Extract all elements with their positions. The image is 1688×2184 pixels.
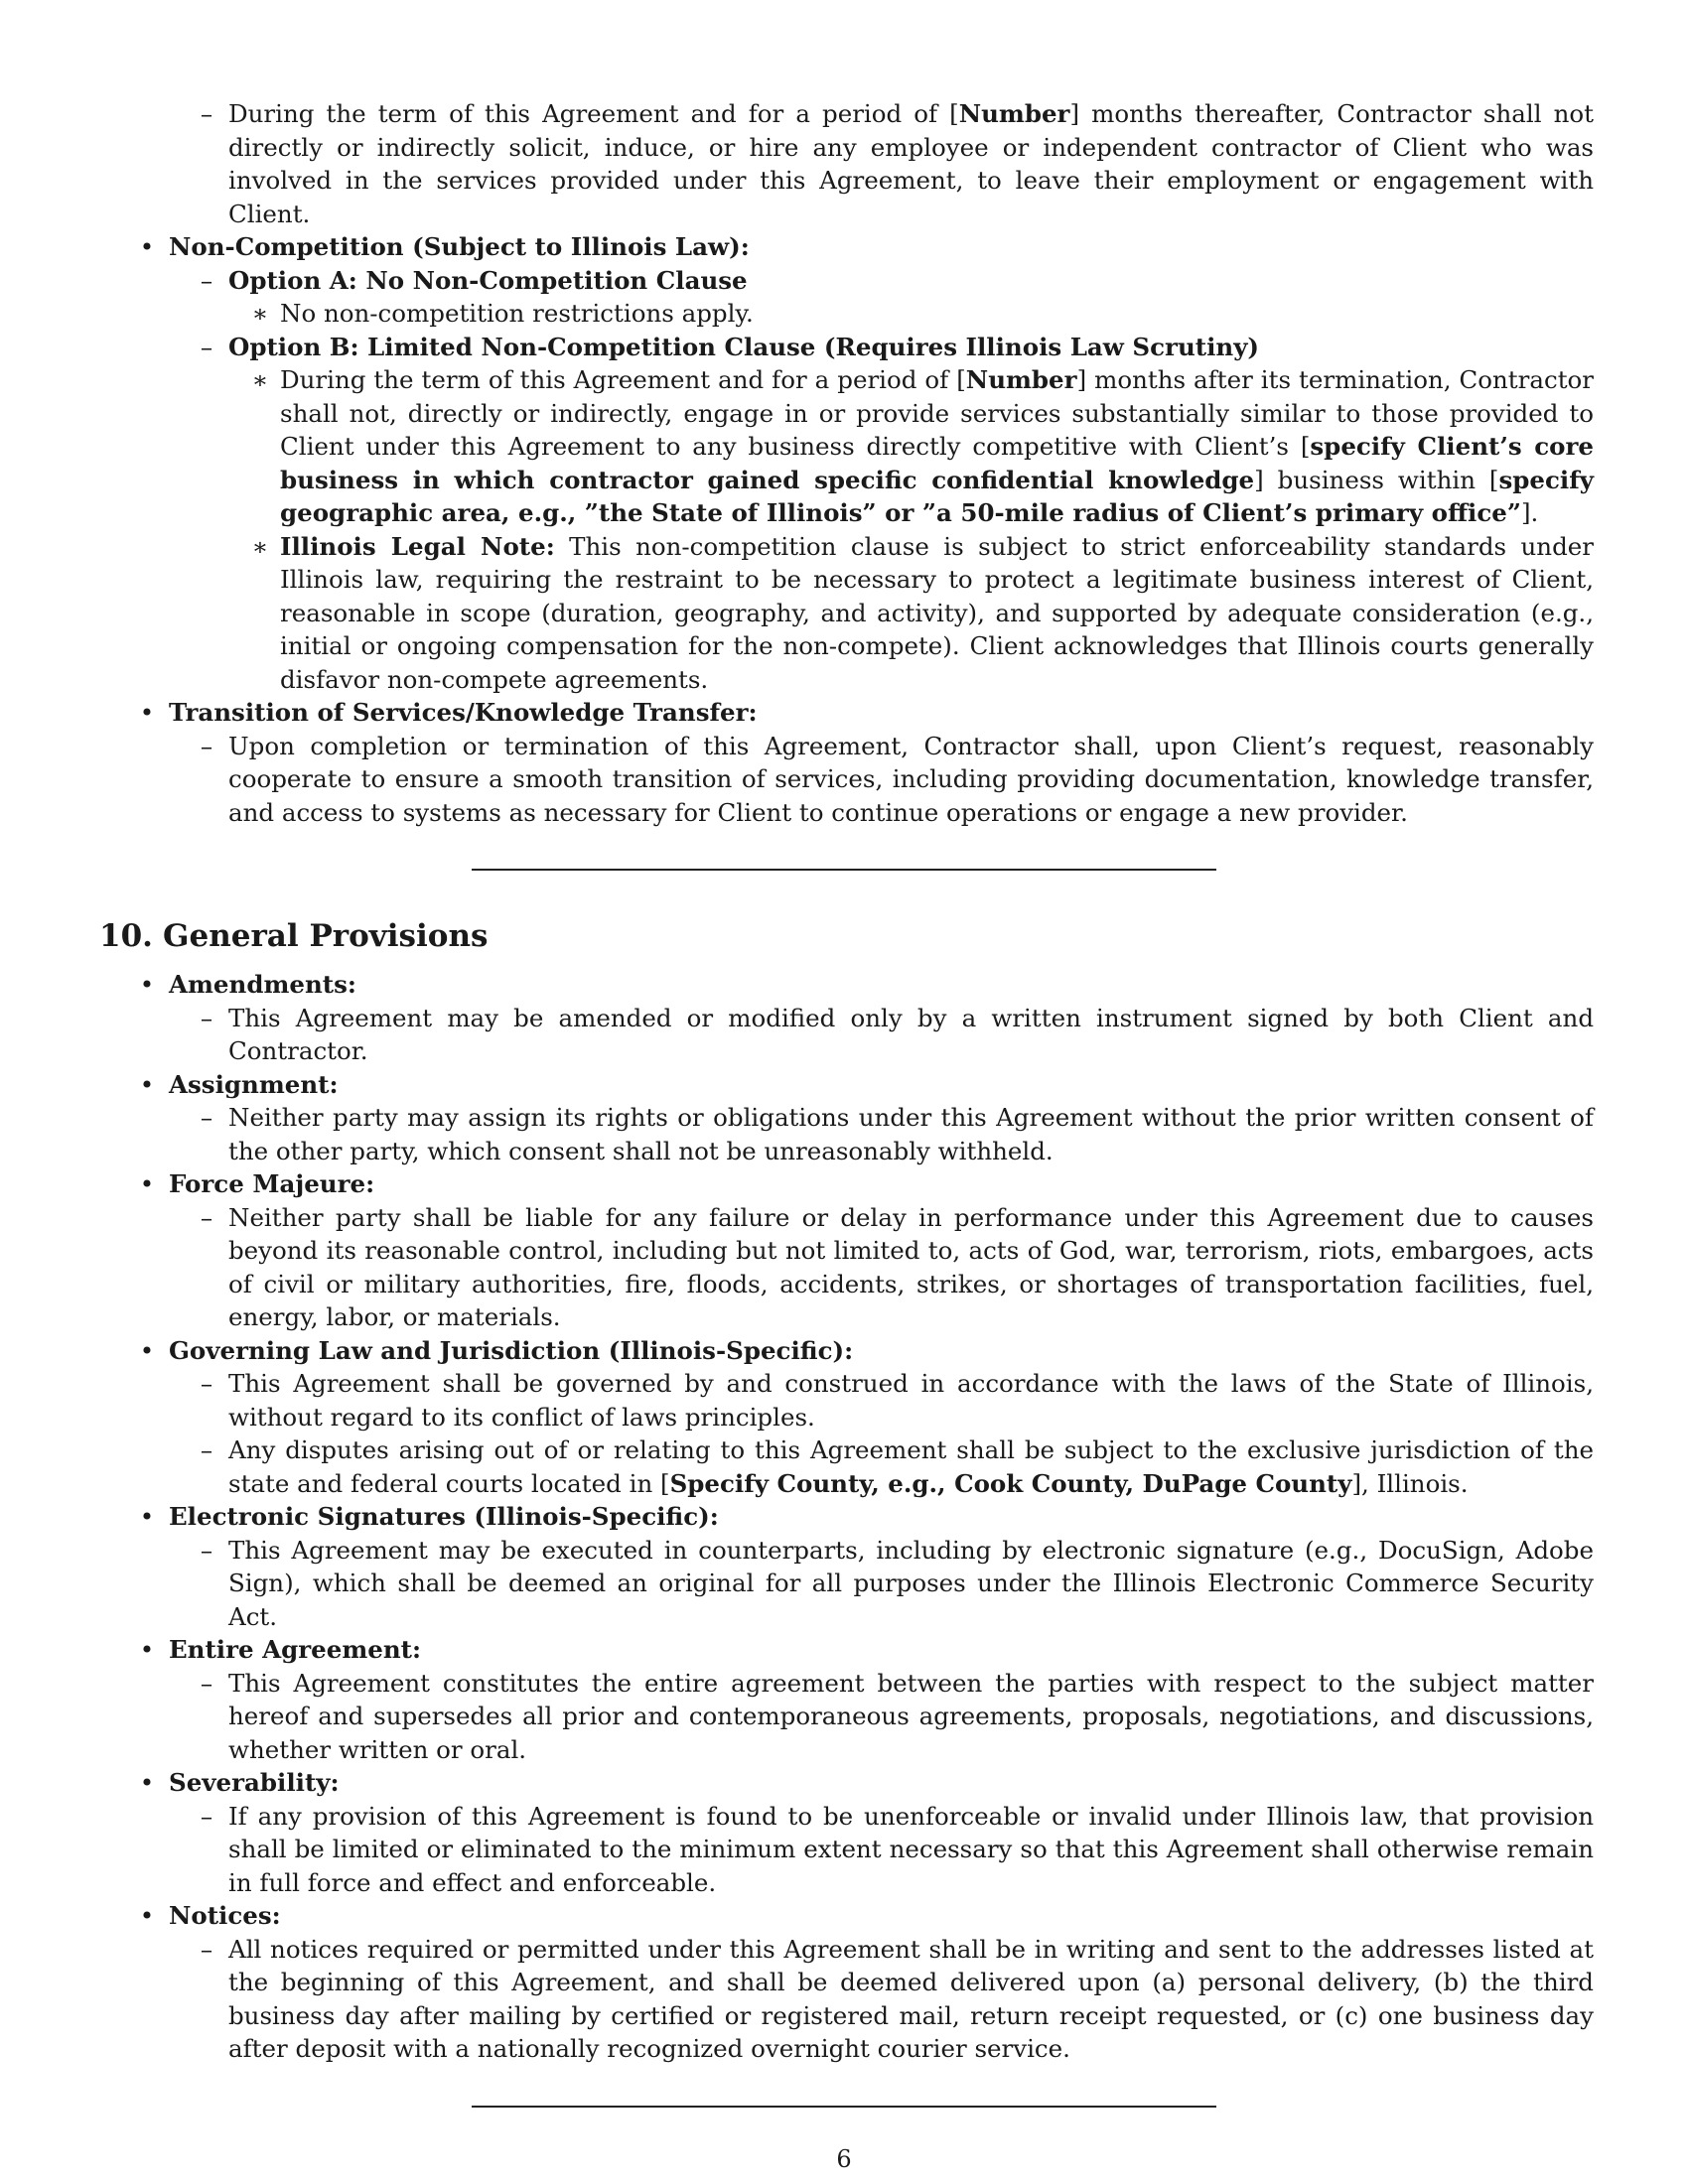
section-list: [99, 968, 1594, 2066]
horizontal-rule: [472, 869, 1216, 871]
text: This Agreement constitutes the entire agreement between the parties with respect to the subject matter hereof and supersedes all prior and contemporaneous agreements, proposals, negotiations, and discussions, whether written or oral.: [228, 1668, 1594, 1764]
list-item: [99, 1201, 1594, 1334]
list-item-heading: [99, 1633, 1594, 1667]
text: ] business within [: [1254, 465, 1499, 494]
text: This Agreement may be executed in counterparts, including by electronic signature (e.g., DocuSign, Adobe Sign), which shall be deemed an original for all purposes under the Illinois Electronic Commerce Security Act.: [228, 1535, 1594, 1631]
bold-text: Force Majeure:: [169, 1169, 375, 1198]
bold-text: Assignment:: [169, 1069, 339, 1099]
page-number: 6: [836, 2145, 852, 2173]
list-item-heading: [99, 1766, 1594, 1800]
list-marker: –: [200, 1435, 213, 1464]
bold-text: Amendments:: [169, 970, 356, 999]
list-marker: –: [200, 1801, 213, 1831]
list-marker: •: [139, 1768, 155, 1797]
list-marker: –: [200, 265, 213, 295]
text: During the term of this Agreement and for a period of [: [280, 365, 966, 394]
list-marker: –: [200, 1668, 213, 1698]
text: If any provision of this Agreement is found to be unenforceable or invalid under Illinois law, that provision shall be limited or eliminated to the minimum extent necessary so that this Agreement shall otherwise remain in full force and effect and enforceable.: [228, 1801, 1594, 1897]
list-item-heading: [99, 968, 1594, 1002]
list-marker: •: [139, 1169, 155, 1198]
text: ] months thereafter, Contractor shall not directly or indirectly solicit, induce, or hire any employee or independent contractor of Client who was involved in the services provided under this Agreement, to leave their employment or engagement with Client.: [228, 99, 1594, 228]
text: Neither party shall be liable for any failure or delay in performance under this Agreement due to causes beyond its reasonable control, including but not limited to, acts of God, war, terrorism, riots, embargoes, acts of civil or military authorities, fire, floods, accidents, strikes, or shortages of transportation facilities, fuel, energy, labor, or materials.: [228, 1202, 1594, 1331]
list-item-heading: [99, 1500, 1594, 1534]
text: This non-competition clause is subject to strict enforceability standards under Illinois law, requiring the restraint to be necessary to protect a legitimate business interest of Client, reasonable in scope (duration, geography, and activity), and supported by adequate consideration (e.g., initial or ongoing compensation for the non-compete). Client acknowledges that Illinois courts generally disfavor non-compete agreements.: [280, 531, 1594, 694]
list-marker: ∗: [251, 531, 269, 561]
bold-text: Transition of Services/Knowledge Transfer:: [169, 698, 758, 727]
list-item-heading: [99, 230, 1594, 264]
text: Neither party may assign its rights or obligations under this Agreement without the prior written consent of the other party, which consent shall not be unreasonably withheld.: [228, 1103, 1594, 1165]
list-marker: •: [139, 698, 155, 727]
list-item-heading: [99, 1334, 1594, 1368]
list-item: [99, 297, 1594, 331]
list-item: [99, 1367, 1594, 1433]
list-item: [99, 1534, 1594, 1634]
list-marker: •: [139, 1335, 155, 1365]
bold-text: Illinois Legal Note:: [280, 531, 555, 561]
list-item: [99, 1433, 1594, 1500]
list-item: [99, 331, 1594, 364]
section-heading: [99, 916, 1594, 956]
list-item: [99, 730, 1594, 830]
bold-text: Governing Law and Jurisdiction (Illinois-Specific):: [169, 1335, 854, 1365]
bold-text: specify geographic area, e.g., ”the State of Illinois” or ”a 50-mile radius of Client’s primary office”: [280, 465, 1595, 527]
list-marker: –: [200, 731, 213, 760]
section-title: General Provisions: [163, 918, 489, 954]
document-body: [99, 97, 1594, 2108]
bold-text: Specify County, e.g., Cook County, DuPage County: [669, 1468, 1352, 1498]
bold-text: Notices:: [169, 1901, 281, 1930]
bold-text: Option B: Limited Non-Competition Clause (Requires Illinois Law Scrutiny): [228, 332, 1260, 361]
bold-text: specify Client’s core business in which contractor gained specific confidential knowledge: [280, 432, 1594, 494]
section-number: 10.: [99, 918, 153, 954]
list-marker: –: [200, 332, 213, 361]
list-item: [99, 264, 1594, 298]
bold-text: Severability:: [169, 1768, 340, 1797]
list-marker: •: [139, 1901, 155, 1930]
list-marker: •: [139, 1069, 155, 1099]
list-item: [99, 1667, 1594, 1767]
list-marker: –: [200, 1369, 213, 1398]
text: ].: [1520, 498, 1539, 527]
list-item-heading: [99, 1068, 1594, 1102]
list-item: [99, 1002, 1594, 1068]
bold-text: Entire Agreement:: [169, 1635, 422, 1664]
text: ], Illinois.: [1351, 1468, 1469, 1498]
text: During the term of this Agreement and for a period of [: [228, 99, 959, 128]
text: ] months after its termination, Contractor shall not, directly or indirectly, engage in or provide services substantially similar to those provided to Client under this Agreement to any business directly competitive with Client’s [: [280, 365, 1594, 461]
top-list: [99, 97, 1594, 829]
list-item: [99, 363, 1594, 530]
list-item: [99, 1101, 1594, 1167]
horizontal-rule: [472, 2106, 1216, 2108]
list-item: [99, 1800, 1594, 1900]
bold-text: Option A: No Non-Competition Clause: [228, 265, 748, 295]
list-marker: –: [200, 1535, 213, 1565]
text: No non-competition restrictions apply.: [280, 299, 754, 328]
text: Any disputes arising out of or relating to this Agreement shall be subject to the exclusive jurisdiction of the state and federal courts located in [: [228, 1435, 1594, 1498]
list-marker: –: [200, 1103, 213, 1132]
list-marker: –: [200, 1003, 213, 1032]
list-marker: •: [139, 970, 155, 999]
bold-text: Non-Competition (Subject to Illinois Law):: [169, 232, 750, 261]
text: Upon completion or termination of this Agreement, Contractor shall, upon Client’s request, reasonably cooperate to ensure a smooth transition of services, including providing documentation, knowledge transfer, and access to systems as necessary for Client to continue operations or engage a new provider.: [228, 731, 1594, 827]
text: All notices required or permitted under this Agreement shall be in writing and sent to the addresses listed at the beginning of this Agreement, and shall be deemed delivered upon (a) personal delivery, (b) the third business day after mailing by certified or registered mail, return receipt requested, or (c) one business day after deposit with a nationally recognized overnight courier service.: [228, 1934, 1594, 2063]
bold-text: Number: [965, 365, 1077, 394]
list-item-heading: [99, 1899, 1594, 1933]
list-marker: •: [139, 1502, 155, 1531]
bold-text: Number: [958, 99, 1070, 128]
list-marker: –: [200, 99, 213, 128]
list-item: [99, 97, 1594, 230]
list-item-heading: [99, 1167, 1594, 1201]
bold-text: Electronic Signatures (Illinois-Specific):: [169, 1502, 719, 1531]
text: This Agreement shall be governed by and construed in accordance with the laws of the State of Illinois, without regard to its conflict of laws principles.: [228, 1369, 1594, 1432]
list-marker: ∗: [251, 365, 269, 394]
list-marker: –: [200, 1934, 213, 1964]
list-marker: –: [200, 1202, 213, 1232]
list-item-heading: [99, 696, 1594, 730]
list-marker: •: [139, 232, 155, 261]
list-item: [99, 530, 1594, 697]
list-marker: ∗: [251, 299, 269, 328]
list-marker: •: [139, 1635, 155, 1664]
text: This Agreement may be amended or modified only by a written instrument signed by both Client and Contractor.: [228, 1003, 1594, 1065]
list-item: [99, 1933, 1594, 2066]
